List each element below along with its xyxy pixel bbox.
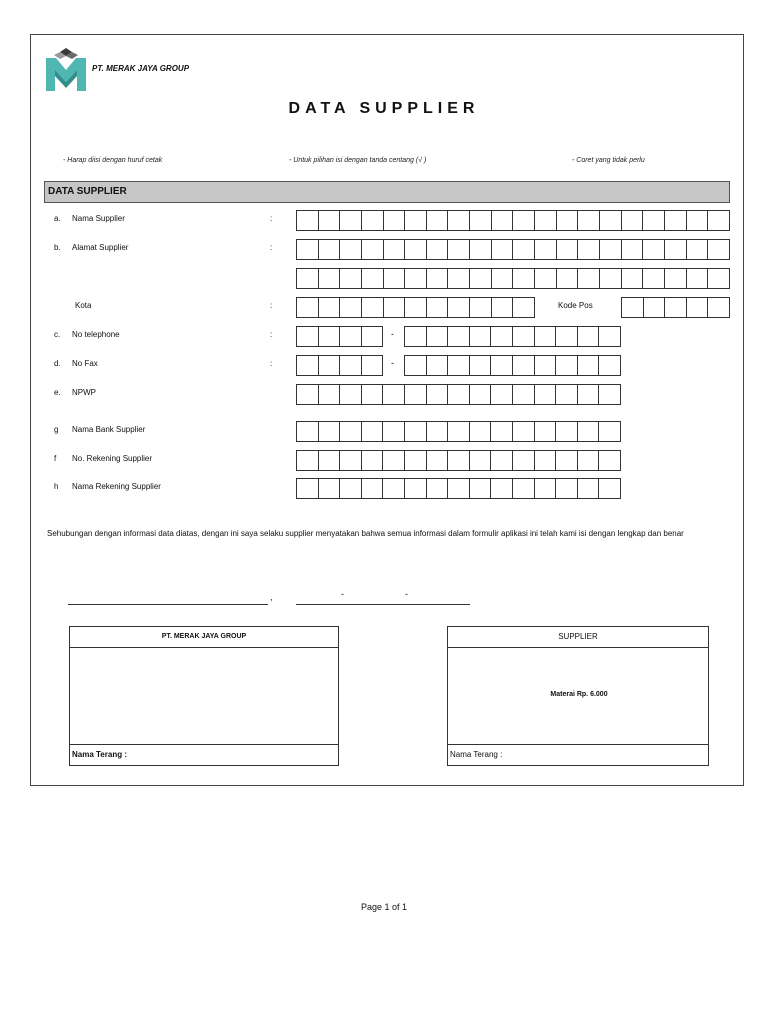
char-cell[interactable] [535,450,557,471]
char-cell[interactable] [319,355,341,376]
char-cell[interactable] [622,210,644,231]
char-cell[interactable] [513,421,535,442]
materai-label: Materai Rp. 6.000 [550,691,608,698]
colon: : [270,359,273,368]
char-cell[interactable] [362,384,384,405]
char-cell[interactable] [644,297,666,318]
char-cell[interactable] [491,421,513,442]
colon: : [270,243,273,252]
alamat-supplier-input-line-2[interactable] [296,268,730,289]
char-cell[interactable] [492,210,514,231]
colon: : [270,330,273,339]
char-cell[interactable] [600,210,622,231]
char-cell[interactable] [362,478,384,499]
char-cell[interactable] [319,297,341,318]
char-cell[interactable] [578,421,600,442]
char-cell[interactable] [491,326,513,347]
char-cell[interactable] [599,384,621,405]
char-cell[interactable] [297,478,319,499]
char-cell[interactable] [362,210,384,231]
char-cell[interactable] [297,384,319,405]
char-cell[interactable] [427,421,449,442]
fax-area-code-input[interactable] [296,355,383,376]
label-alamat-supplier: Alamat Supplier [72,243,129,252]
char-cell[interactable] [319,326,341,347]
char-cell[interactable] [448,450,470,471]
char-cell[interactable] [535,384,557,405]
char-cell[interactable] [556,384,578,405]
note-strike-out: - Coret yang tidak perlu [572,157,645,164]
char-cell[interactable] [491,355,513,376]
char-cell[interactable] [362,450,384,471]
char-cell[interactable] [362,421,384,442]
supplier-signature-box[interactable] [447,626,709,766]
char-cell[interactable] [340,421,362,442]
char-cell[interactable] [513,450,535,471]
char-cell[interactable] [427,210,449,231]
char-cell[interactable] [687,297,709,318]
char-cell[interactable] [470,355,492,376]
char-cell[interactable] [665,268,687,289]
char-cell[interactable] [708,239,730,260]
char-cell[interactable] [470,384,492,405]
date-dash: - [405,589,408,599]
char-cell[interactable] [578,355,600,376]
label-kode-pos: Kode Pos [558,301,593,310]
char-cell[interactable] [665,239,687,260]
char-cell[interactable] [535,326,557,347]
char-cell[interactable] [578,239,600,260]
field-letter: d. [54,359,61,368]
char-cell[interactable] [405,421,427,442]
label-nama-supplier: Nama Supplier [72,214,125,223]
char-cell[interactable] [319,239,341,260]
char-cell[interactable] [470,478,492,499]
char-cell[interactable] [470,268,492,289]
char-cell[interactable] [297,421,319,442]
char-cell[interactable] [578,450,600,471]
char-cell[interactable] [578,478,600,499]
char-cell[interactable] [556,421,578,442]
fax-number-input[interactable] [404,355,621,376]
char-cell[interactable] [622,297,644,318]
char-cell[interactable] [513,384,535,405]
char-cell[interactable] [383,421,405,442]
char-cell[interactable] [427,297,449,318]
note-checkmark: - Untuk pilihan isi dengan tanda centang (√ ) [289,157,427,164]
nama-bank-input[interactable] [296,421,621,442]
char-cell[interactable] [405,478,427,499]
char-cell[interactable] [578,384,600,405]
char-cell[interactable] [491,478,513,499]
char-cell[interactable] [535,421,557,442]
char-cell[interactable] [319,384,341,405]
char-cell[interactable] [448,326,470,347]
char-cell[interactable] [535,239,557,260]
char-cell[interactable] [405,297,427,318]
char-cell[interactable] [405,326,427,347]
char-cell[interactable] [297,268,319,289]
char-cell[interactable] [340,355,362,376]
char-cell[interactable] [578,326,600,347]
char-cell[interactable] [448,239,470,260]
char-cell[interactable] [492,268,514,289]
char-cell[interactable] [384,297,406,318]
char-cell[interactable] [319,478,341,499]
char-cell[interactable] [362,297,384,318]
char-cell[interactable] [448,297,470,318]
company-signature-header: PT. MERAK JAYA GROUP [70,627,338,648]
char-cell[interactable] [427,450,449,471]
char-cell[interactable] [513,268,535,289]
telephone-area-code-input[interactable] [296,326,383,347]
char-cell[interactable] [297,450,319,471]
company-logo-icon [44,46,88,92]
char-cell[interactable] [448,478,470,499]
no-rekening-input[interactable] [296,450,621,471]
field-letter: g [54,425,59,434]
char-cell[interactable] [599,450,621,471]
kode-pos-input[interactable] [621,297,730,318]
char-cell[interactable] [687,268,709,289]
char-cell[interactable] [340,268,362,289]
char-cell[interactable] [362,355,384,376]
char-cell[interactable] [643,210,665,231]
section-title: DATA SUPPLIER [48,186,127,197]
char-cell[interactable] [622,268,644,289]
char-cell[interactable] [405,268,427,289]
date-dash: - [341,589,344,599]
char-cell[interactable] [708,210,730,231]
char-cell[interactable] [708,297,730,318]
char-cell[interactable] [470,239,492,260]
char-cell[interactable] [405,450,427,471]
char-cell[interactable] [383,450,405,471]
char-cell[interactable] [448,355,470,376]
char-cell[interactable] [513,326,535,347]
label-no-telephone: No telephone [72,330,120,339]
date-line[interactable] [296,604,470,605]
note-print-letters: - Harap diisi dengan huruf cetak [63,157,163,164]
char-cell[interactable] [319,450,341,471]
char-cell[interactable] [340,384,362,405]
char-cell[interactable] [556,326,578,347]
char-cell[interactable] [297,326,319,347]
char-cell[interactable] [362,268,384,289]
char-cell[interactable] [362,239,384,260]
colon: : [270,301,273,310]
char-cell[interactable] [340,210,362,231]
char-cell[interactable] [687,210,709,231]
char-cell[interactable] [535,268,557,289]
char-cell[interactable] [427,478,449,499]
char-cell[interactable] [427,326,449,347]
char-cell[interactable] [340,239,362,260]
field-letter: b. [54,243,61,252]
char-cell[interactable] [427,239,449,260]
declaration-statement: Sehubungan dengan informasi data diatas, dengan ini saya selaku supplier menyatakan bahwa semua informasi dalam formulir aplikasi ini telah kami isi dengan lengkap dan benar [47,529,684,538]
char-cell[interactable] [297,355,319,376]
char-cell[interactable] [297,239,319,260]
section-header-bar [44,181,730,203]
char-cell[interactable] [643,268,665,289]
char-cell[interactable] [470,421,492,442]
char-cell[interactable] [383,384,405,405]
char-cell[interactable] [448,384,470,405]
char-cell[interactable] [405,384,427,405]
field-letter: c. [54,330,61,339]
char-cell[interactable] [405,355,427,376]
char-cell[interactable] [405,210,427,231]
field-letter: e. [54,388,61,397]
label-nama-bank: Nama Bank Supplier [72,425,146,434]
char-cell[interactable] [362,326,384,347]
fax-separator: - [391,358,394,368]
char-cell[interactable] [557,210,579,231]
char-cell[interactable] [448,268,470,289]
char-cell[interactable] [470,297,492,318]
supplier-signature-header: SUPPLIER [448,627,708,648]
char-cell[interactable] [340,478,362,499]
supplier-name-terang: Nama Terang : [448,744,708,765]
char-cell[interactable] [427,355,449,376]
company-name-terang: Nama Terang : [70,744,338,765]
char-cell[interactable] [622,239,644,260]
char-cell[interactable] [599,478,621,499]
char-cell[interactable] [687,239,709,260]
char-cell[interactable] [384,210,406,231]
char-cell[interactable] [665,210,687,231]
char-cell[interactable] [405,239,427,260]
kota-input[interactable] [296,297,535,318]
char-cell[interactable] [557,239,579,260]
char-cell[interactable] [708,268,730,289]
char-cell[interactable] [470,210,492,231]
char-cell[interactable] [491,384,513,405]
alamat-supplier-input-line-1[interactable] [296,239,730,260]
char-cell[interactable] [513,210,535,231]
npwp-input[interactable] [296,384,621,405]
colon: : [270,214,273,223]
char-cell[interactable] [448,210,470,231]
char-cell[interactable] [513,297,535,318]
company-name: PT. MERAK JAYA GROUP [92,64,190,73]
char-cell[interactable] [297,210,319,231]
char-cell[interactable] [470,450,492,471]
page-number: Page 1 of 1 [360,902,408,912]
char-cell[interactable] [383,478,405,499]
char-cell[interactable] [384,268,406,289]
char-cell[interactable] [599,355,621,376]
char-cell[interactable] [513,239,535,260]
char-cell[interactable] [643,239,665,260]
nama-supplier-input[interactable] [296,210,730,231]
char-cell[interactable] [384,239,406,260]
label-kota: Kota [75,301,92,310]
char-cell[interactable] [535,478,557,499]
page-title: DATA SUPPLIER [288,100,480,117]
char-cell[interactable] [535,210,557,231]
field-letter: h [54,482,59,491]
char-cell[interactable] [470,326,492,347]
label-no-rekening: No. Rekening Supplier [72,454,153,463]
char-cell[interactable] [556,450,578,471]
char-cell[interactable] [557,268,579,289]
char-cell[interactable] [600,239,622,260]
label-npwp: NPWP [72,388,96,397]
char-cell[interactable] [599,326,621,347]
field-letter: a. [54,214,61,223]
char-cell[interactable] [513,355,535,376]
char-cell[interactable] [297,297,319,318]
field-letter: f [54,454,57,463]
char-cell[interactable] [340,326,362,347]
char-cell[interactable] [556,355,578,376]
char-cell[interactable] [340,450,362,471]
char-cell[interactable] [492,297,514,318]
char-cell[interactable] [513,478,535,499]
nama-rekening-input[interactable] [296,478,621,499]
place-line[interactable] [68,604,268,605]
char-cell[interactable] [319,421,341,442]
char-cell[interactable] [448,421,470,442]
char-cell[interactable] [578,210,600,231]
char-cell[interactable] [427,384,449,405]
char-cell[interactable] [599,421,621,442]
telephone-number-input[interactable] [404,326,621,347]
char-cell[interactable] [491,450,513,471]
label-nama-rekening: Nama Rekening Supplier [72,482,161,491]
company-signature-box[interactable] [69,626,339,766]
char-cell[interactable] [492,239,514,260]
char-cell[interactable] [319,210,341,231]
char-cell[interactable] [578,268,600,289]
char-cell[interactable] [665,297,687,318]
char-cell[interactable] [600,268,622,289]
char-cell[interactable] [427,268,449,289]
label-no-fax: No Fax [72,359,98,368]
place-date-comma: , [270,592,273,602]
char-cell[interactable] [556,478,578,499]
char-cell[interactable] [319,268,341,289]
phone-separator: - [391,329,394,339]
char-cell[interactable] [340,297,362,318]
char-cell[interactable] [535,355,557,376]
